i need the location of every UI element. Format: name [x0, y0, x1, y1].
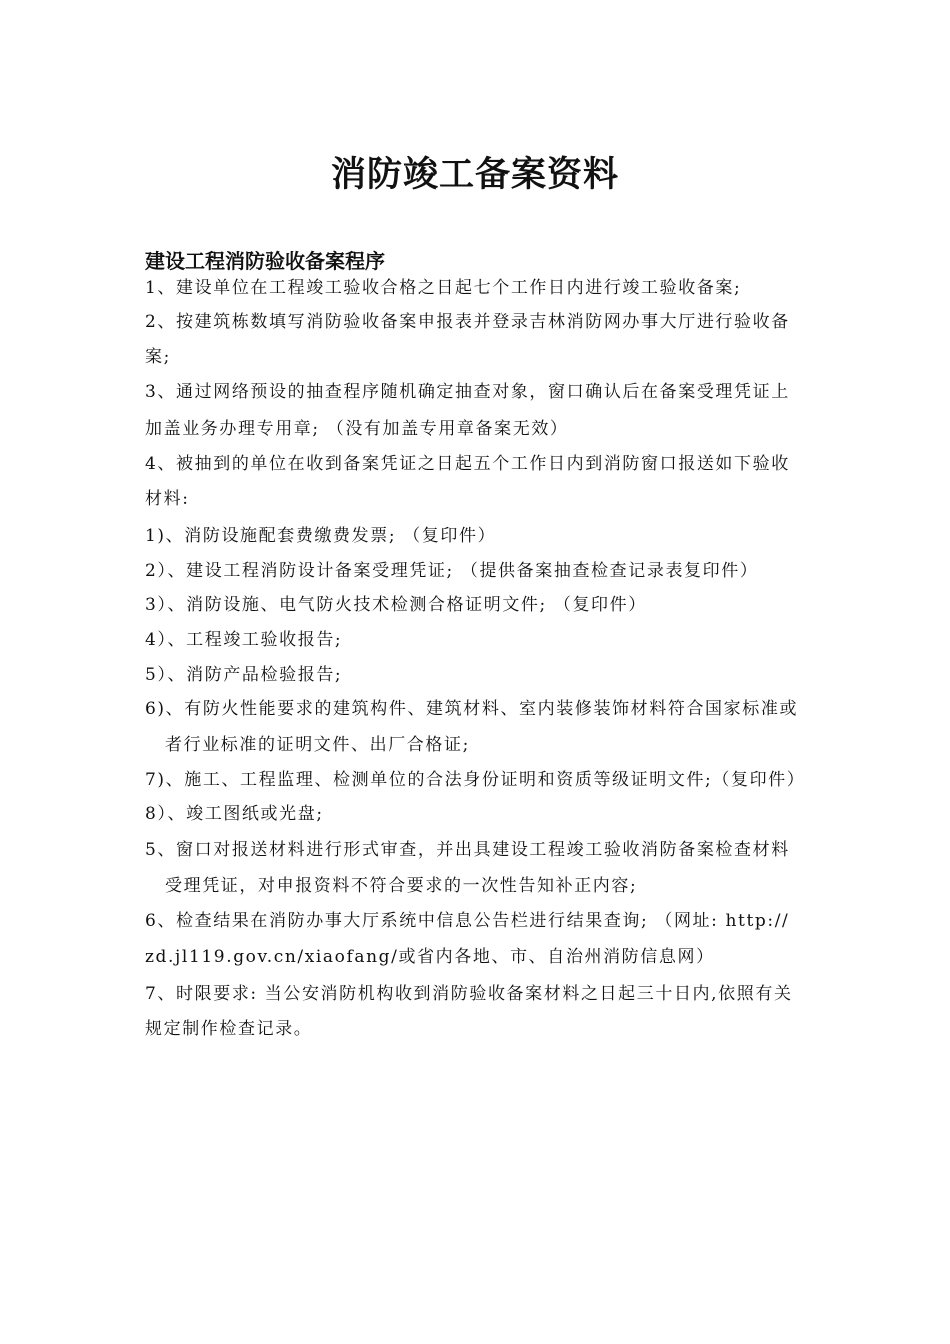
text-line: 2）、建设工程消防设计备案受理凭证; （提供备案抽查检查记录表复印件）	[145, 561, 759, 581]
text-line: 6)、有防火性能要求的建筑构件、建筑材料、室内装修装饰材料符合国家标准或	[145, 699, 799, 719]
section-heading: 建设工程消防验收备案程序	[145, 249, 385, 273]
text-line: 案;	[145, 347, 171, 367]
text-line: 3）、消防设施、电气防火技术检测合格证明文件; （复印件）	[145, 595, 647, 615]
text-line: zd.jl119.gov.cn/xiaofang/或省内各地、市、自治州消防信息网）	[145, 947, 715, 967]
text-line: 加盖业务办理专用章; （没有加盖专用章备案无效）	[145, 419, 569, 439]
text-line: 1)、消防设施配套费缴费发票; （复印件）	[145, 526, 497, 546]
text-line: 5）、消防产品检验报告;	[145, 665, 343, 685]
text-line: 3、通过网络预设的抽查程序随机确定抽查对象，窗口确认后在备案受理凭证上	[145, 382, 790, 402]
text-line: 5、窗口对报送材料进行形式审查，并出具建设工程竣工验收消防备案检查材料	[145, 840, 790, 860]
text-line: 4、被抽到的单位在收到备案凭证之日起五个工作日内到消防窗口报送如下验收	[145, 454, 790, 474]
text-line: 8）、竣工图纸或光盘;	[145, 804, 324, 824]
text-line: 受理凭证，对申报资料不符合要求的一次性告知补正内容;	[165, 876, 638, 896]
text-line: 4）、工程竣工验收报告;	[145, 630, 343, 650]
text-line: 规定制作检查记录。	[145, 1019, 313, 1039]
text-line: 6、检查结果在消防办事大厅系统中信息公告栏进行结果查询; （网址: http://	[145, 911, 790, 931]
text-line: 2、按建筑栋数填写消防验收备案申报表并登录吉林消防网办事大厅进行验收备	[145, 312, 790, 332]
text-line: 7)、施工、工程监理、检测单位的合法身份证明和资质等级证明文件;（复印件）	[145, 770, 806, 790]
text-line: 1、建设单位在工程竣工验收合格之日起七个工作日内进行竣工验收备案;	[145, 278, 742, 298]
text-line: 7、时限要求: 当公安消防机构收到消防验收备案材料之日起三十日内,依照有关	[145, 984, 793, 1004]
text-line: 材料:	[145, 489, 190, 509]
document-title: 消防竣工备案资料	[330, 155, 619, 195]
text-line: 者行业标准的证明文件、出厂合格证;	[165, 735, 470, 755]
